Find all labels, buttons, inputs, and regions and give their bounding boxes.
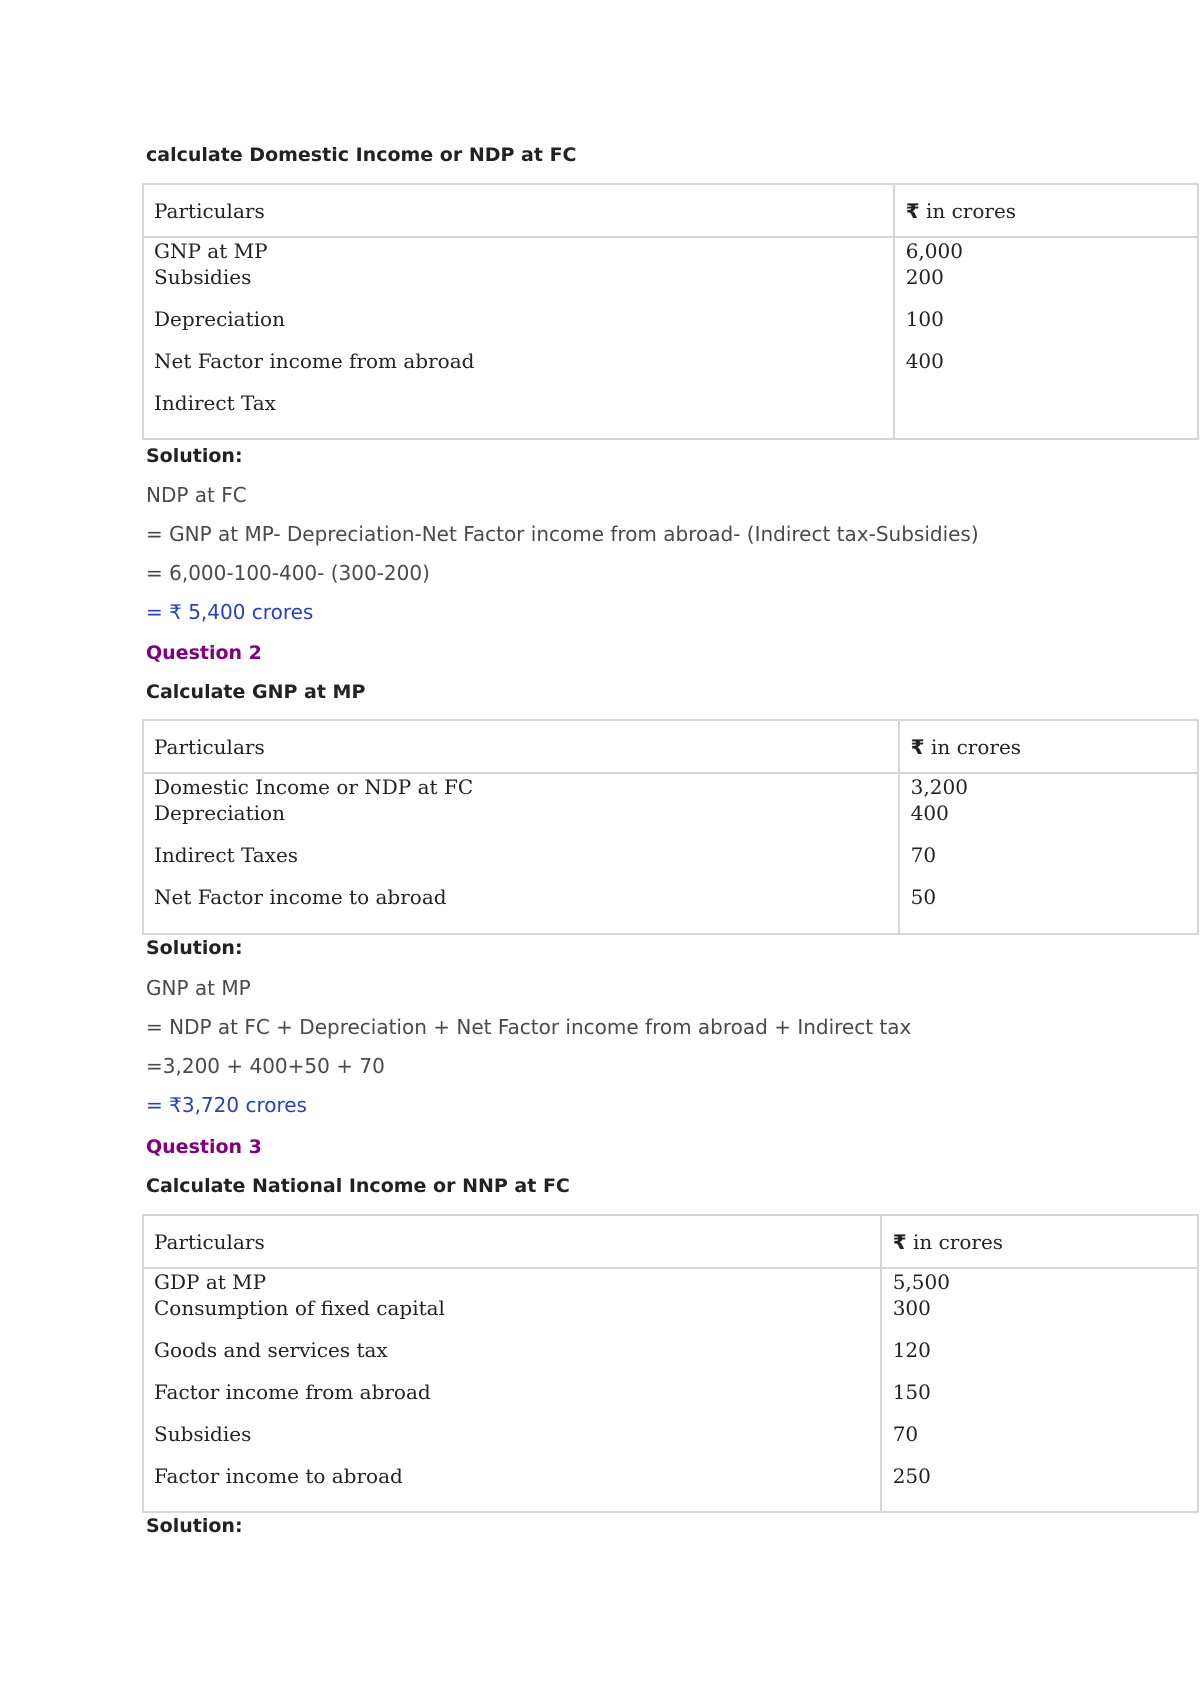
table-row-value: 120 — [892, 1338, 931, 1362]
table-header-row — [143, 720, 1198, 773]
header-unit — [881, 1215, 1198, 1268]
table-row-label: Subsidies — [154, 1422, 252, 1446]
table-row-label: Domestic Income or NDP at FC — [154, 775, 474, 799]
question-2-label: Question 2 — [146, 642, 262, 664]
table-row-value: 400 — [905, 349, 944, 373]
header-unit-label: in crores — [912, 1229, 1004, 1254]
table-row-label: Goods and services tax — [154, 1338, 388, 1362]
particulars-cell — [143, 773, 899, 934]
table-row-value: 250 — [892, 1464, 931, 1488]
table-row-value: 100 — [905, 307, 944, 331]
section1-table — [142, 183, 1199, 440]
header-unit-label: in crores — [925, 198, 1017, 223]
table-row-value: 6,000 — [905, 239, 963, 263]
table-row-value: 400 — [910, 801, 949, 825]
header-particulars: Particulars — [143, 184, 894, 237]
solution-line: = GNP at MP- Depreciation-Net Factor income from abroad- (Indirect tax-Subsidies) — [146, 522, 979, 546]
values-cell — [899, 773, 1198, 934]
table-row-label: Indirect Taxes — [154, 843, 299, 867]
header-unit — [899, 720, 1198, 773]
table-body-row — [143, 1268, 1198, 1512]
table-body-row — [143, 237, 1198, 439]
particulars-cell — [143, 1268, 881, 1512]
table-row-value: 70 — [892, 1422, 919, 1446]
solution-label: Solution: — [146, 445, 243, 467]
table-row-label: Net Factor income to abroad — [154, 885, 447, 909]
values-cell — [894, 237, 1198, 439]
solution-line: = NDP at FC + Depreciation + Net Factor income from abroad + Indirect tax — [146, 1015, 912, 1039]
table-row-label: Depreciation — [154, 307, 285, 331]
table-row-label: GNP at MP — [154, 239, 268, 263]
solution-label: Solution: — [146, 937, 243, 959]
table-row-label: GDP at MP — [154, 1270, 267, 1294]
table-row-label: Factor income to abroad — [154, 1464, 403, 1488]
question-3-label: Question 3 — [146, 1136, 262, 1158]
table-row-value: 5,500 — [892, 1270, 950, 1294]
table-row-value: 150 — [892, 1380, 931, 1404]
section3-title: Calculate National Income or NNP at FC — [146, 1175, 570, 1197]
solution-answer: = ₹ 5,400 crores — [146, 600, 314, 624]
table-row-label: Net Factor income from abroad — [154, 349, 475, 373]
table-row-label: Consumption of fixed capital — [154, 1296, 445, 1320]
header-particulars: Particulars — [143, 1215, 881, 1268]
table-row-value: 3,200 — [910, 775, 968, 799]
table-row-label: Depreciation — [154, 801, 285, 825]
rupee-symbol: ₹ — [892, 1229, 907, 1254]
table-header-row — [143, 1215, 1198, 1268]
rupee-symbol: ₹ — [905, 198, 920, 223]
solution-line: GNP at MP — [146, 976, 251, 1000]
rupee-symbol: ₹ — [910, 734, 925, 759]
table-row-value: 200 — [905, 265, 944, 289]
header-unit — [894, 184, 1198, 237]
table-header-row — [143, 184, 1198, 237]
table-row-value: 300 — [892, 1296, 931, 1320]
header-unit-label: in crores — [930, 734, 1022, 759]
values-cell — [881, 1268, 1198, 1512]
particulars-cell — [143, 237, 894, 439]
solution-line: = 6,000-100-400- (300-200) — [146, 561, 430, 585]
table-row-label: Factor income from abroad — [154, 1380, 431, 1404]
table-body-row — [143, 773, 1198, 934]
section3-table — [142, 1214, 1199, 1513]
header-particulars: Particulars — [143, 720, 899, 773]
section2-table — [142, 719, 1199, 935]
solution-label: Solution: — [146, 1515, 243, 1537]
table-row-label: Subsidies — [154, 265, 252, 289]
section2-title: Calculate GNP at MP — [146, 681, 366, 703]
solution-line: NDP at FC — [146, 483, 247, 507]
table-row-label: Indirect Tax — [154, 391, 276, 415]
solution-answer: = ₹3,720 crores — [146, 1093, 307, 1117]
section1-title: calculate Domestic Income or NDP at FC — [146, 144, 577, 166]
table-row-value: 70 — [910, 843, 937, 867]
table-row-value: 50 — [910, 885, 937, 909]
solution-line: =3,200 + 400+50 + 70 — [146, 1054, 385, 1078]
